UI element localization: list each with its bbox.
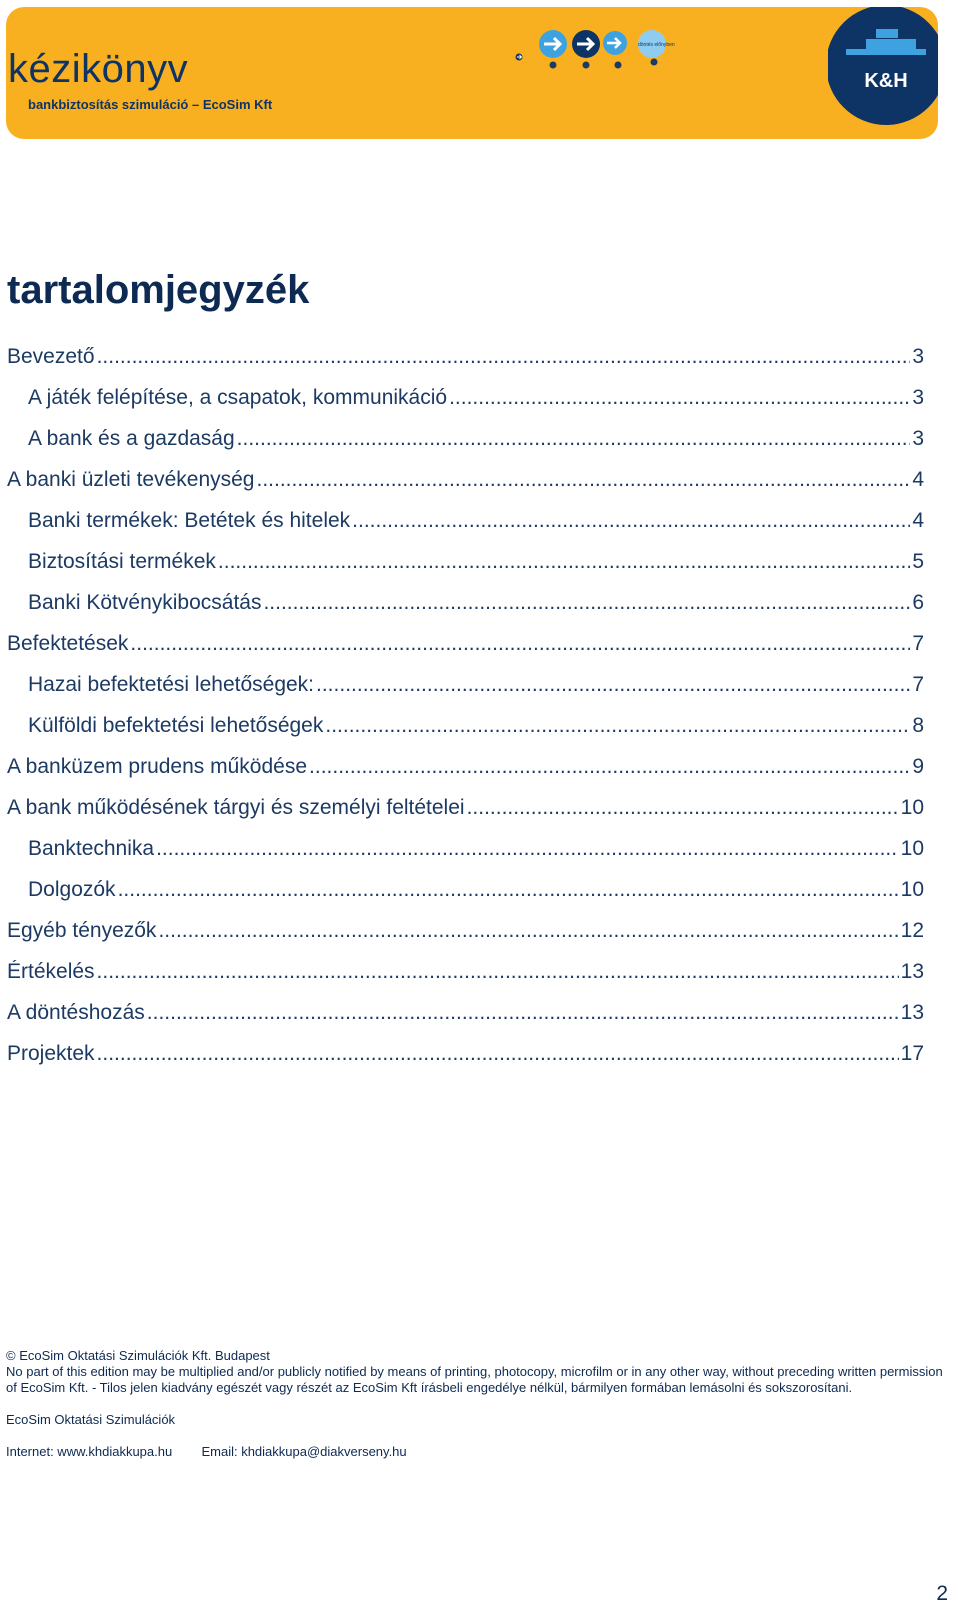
toc-entry-label: Egyéb tényezők [7, 919, 157, 942]
toc-entry-page: 9 [912, 755, 924, 778]
toc-entry[interactable] [7, 796, 924, 826]
header-banner [6, 7, 938, 139]
toc-leader-dots [257, 468, 911, 492]
contact-line [6, 1444, 946, 1460]
page-number: 2 [936, 1582, 948, 1605]
logo-text: K&H [864, 70, 908, 92]
toc-leader-dots [316, 673, 910, 697]
toc-entry-label: A banki üzleti tevékenység [7, 468, 255, 491]
toc-entry-page: 17 [900, 1042, 924, 1065]
company-name: EcoSim Oktatási Szimulációk [6, 1412, 176, 1427]
arrow-badge-label: döntés előnyben [638, 42, 675, 48]
toc-leader-dots [97, 1042, 899, 1066]
toc-entry[interactable] [28, 714, 924, 744]
toc-entry-label: A banküzem prudens működése [7, 755, 308, 778]
toc-entry[interactable] [28, 837, 924, 867]
toc-entry[interactable] [7, 1001, 924, 1031]
toc-entry-page: 7 [912, 673, 924, 696]
toc-entry[interactable] [28, 673, 924, 703]
toc-entry-label: A játék felépítése, a csapatok, kommunikáció [28, 386, 448, 409]
toc-entry[interactable] [28, 386, 924, 416]
toc-entry-page: 8 [912, 714, 924, 737]
email-address[interactable]: Email: khdiakkupa@diakverseny.hu [201, 1444, 407, 1459]
copyright-line: © EcoSim Oktatási Szimulációk Kft. Budapest [6, 1348, 270, 1363]
toc-entry-page: 12 [900, 919, 924, 942]
toc-leader-dots [158, 919, 898, 943]
toc-entry[interactable] [28, 509, 924, 539]
toc-leader-dots [147, 1001, 899, 1025]
toc-leader-dots [118, 878, 899, 902]
copyright-notice: No part of this edition may be multiplied and/or publicly notified by means of printing, photocopy, microfilm or in any other way, without preceding written permission of EcoSim Kft. - Tilos jelen kiadvány egészét vagy részét az EcoSim Kft írásbeli engedélye nélkül, bármilyen formában lemásolni és sokszorosítani. [6, 1364, 943, 1395]
toc-entry-page: 13 [900, 1001, 924, 1024]
toc-entry[interactable] [7, 1042, 924, 1072]
footer [6, 1348, 946, 1460]
document-subtitle: bankbiztosítás szimuláció – EcoSim Kft [28, 97, 273, 112]
toc-leader-dots [309, 755, 910, 779]
toc-entry-page: 4 [912, 509, 924, 532]
toc-leader-dots [218, 550, 910, 574]
toc-entry[interactable] [28, 427, 924, 457]
toc-entry-label: Dolgozók [28, 878, 116, 901]
toc-entry-label: Hazai befektetési lehetőségek: [28, 673, 315, 696]
toc-leader-dots [97, 960, 899, 984]
toc-entry-label: Értékelés [7, 960, 95, 983]
toc-title: tartalomjegyzék [7, 268, 310, 312]
toc-entry-page: 10 [900, 837, 924, 860]
toc-entry-label: A bank működésének tárgyi és személyi feltételei [7, 796, 465, 819]
toc-entry-label: A bank és a gazdaság [28, 427, 235, 450]
toc-leader-dots [325, 714, 910, 738]
toc-entry-page: 5 [912, 550, 924, 573]
toc-entry-page: 13 [900, 960, 924, 983]
kh-logo [828, 7, 938, 130]
kh-logo-icon [828, 7, 938, 130]
arrow-badges-icon [511, 27, 676, 77]
toc-entry[interactable] [7, 345, 924, 375]
toc-leader-dots [352, 509, 910, 533]
toc-leader-dots [156, 837, 899, 861]
toc-entry-label: Banki termékek: Betétek és hitelek [28, 509, 351, 532]
toc-leader-dots [130, 632, 910, 656]
toc-entry-label: Befektetések [7, 632, 129, 655]
toc-entry-label: Banktechnika [28, 837, 155, 860]
toc-entry-page: 10 [900, 878, 924, 901]
toc-entry[interactable] [7, 919, 924, 949]
toc-leader-dots [263, 591, 910, 615]
toc-entry-page: 10 [900, 796, 924, 819]
toc-entry[interactable] [28, 591, 924, 621]
toc-entry[interactable] [7, 468, 924, 498]
toc-entry-page: 3 [912, 386, 924, 409]
toc-entry-page: 6 [912, 591, 924, 614]
toc-entry[interactable] [7, 960, 924, 990]
toc-entry-label: Projektek [7, 1042, 95, 1065]
internet-address[interactable]: Internet: www.khdiakkupa.hu [6, 1444, 173, 1459]
toc-entry[interactable] [28, 550, 924, 580]
toc-entry-label: Bevezető [7, 345, 95, 368]
toc-entry-label: A döntéshozás [7, 1001, 145, 1024]
toc-entry[interactable] [7, 632, 924, 662]
toc-leader-dots [467, 796, 899, 820]
document-title: kézikönyv [8, 47, 189, 91]
toc-entry-page: 3 [912, 345, 924, 368]
toc-leader-dots [97, 345, 911, 369]
toc-entry-label: Banki Kötvénykibocsátás [28, 591, 262, 614]
toc-entry-page: 3 [912, 427, 924, 450]
toc-entry-label: Külföldi befektetési lehetőségek [28, 714, 324, 737]
toc-leader-dots [449, 386, 910, 410]
toc-entry[interactable] [28, 878, 924, 908]
toc-leader-dots [237, 427, 911, 451]
toc-entry[interactable] [7, 755, 924, 785]
toc-entry-page: 7 [912, 632, 924, 655]
toc-entry-page: 4 [912, 468, 924, 491]
toc-entry-label: Biztosítási termékek [28, 550, 216, 573]
